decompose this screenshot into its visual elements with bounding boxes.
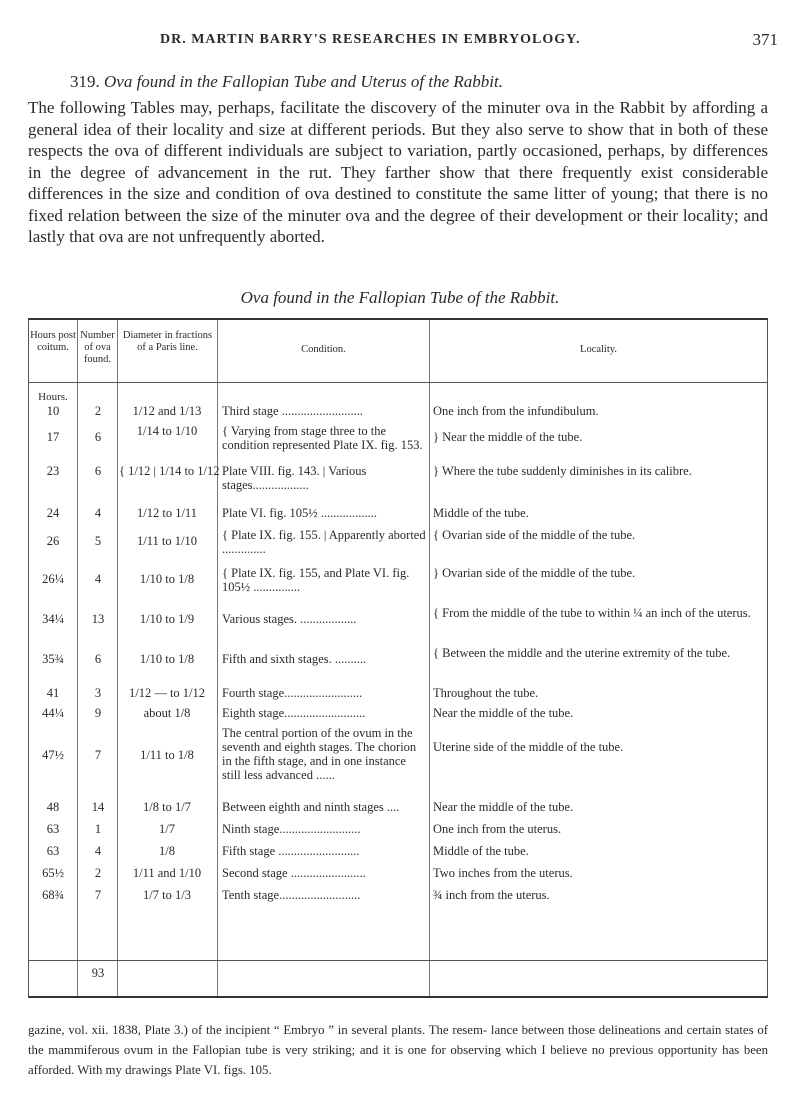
- table-row-condition: Between eighth and ninth stages ....: [222, 800, 400, 814]
- table-row-locality: } Where the tube suddenly diminishes in its calibre.: [433, 464, 692, 478]
- table-row-number: 13: [91, 612, 105, 626]
- table-row-hours: 26: [46, 534, 60, 548]
- table-row-condition: Plate VI. fig. 105½ ..................: [222, 506, 377, 520]
- table-row-condition: { Plate IX. fig. 155, and Plate VI. fig. 105½ ...............: [222, 566, 410, 594]
- section-number: 319.: [70, 72, 100, 91]
- table-title: Ova found in the Fallopian Tube of the Rabbit.: [240, 288, 560, 307]
- table-row-locality: { Ovarian side of the middle of the tube.: [433, 528, 636, 542]
- table-row-number: 6: [94, 464, 102, 478]
- section-heading: [70, 72, 503, 92]
- table-row-number: 2: [94, 404, 102, 418]
- table-row-locality: Middle of the tube.: [433, 844, 529, 858]
- table-row-number: 2: [94, 866, 102, 880]
- table-row-diameter: 1/8 to 1/7: [143, 800, 191, 814]
- table-row-diameter: 1/7 to 1/3: [143, 888, 191, 902]
- total-ova: 93: [91, 966, 105, 980]
- body-paragraph: The following Tables may, perhaps, facilitate the discovery of the minuter ova in the Rabbit by affording a general idea of their locality and size at different periods. But they also serve to show that in both of these respects the ova of different individuals are subject to variation, partly occasioned, perhaps, by differences in the degree of advancement in the rut. They farther show that there frequently exist considerable differences in the size and condition of ova destined to constitute the same litter of young; that there is no fixed relation between the size of the minuter ova and the degree of their development or their locality; and lastly that ova are not unfrequently aborted.: [28, 98, 768, 246]
- table-row-locality: { Between the middle and the uterine extremity of the tube.: [433, 646, 731, 660]
- table-row-number: 6: [94, 430, 102, 444]
- header-locality: Locality.: [580, 344, 617, 355]
- hours-unit: Hours.: [38, 391, 68, 403]
- table-row-hours: 68¾: [42, 888, 64, 902]
- table-row-condition: Ninth stage..........................: [222, 822, 361, 836]
- table-row-diameter: 1/10 to 1/8: [139, 572, 195, 586]
- table-row-locality: Middle of the tube.: [433, 506, 529, 520]
- table-row-hours: 48: [46, 800, 60, 814]
- table-row-hours: 44¼: [42, 706, 64, 720]
- table-row-number: 4: [94, 506, 102, 520]
- table-row-locality: } Ovarian side of the middle of the tube.: [433, 566, 636, 580]
- footer-text: gazine, vol. xii. 1838, Plate 3.) of the incipient “ Embryo ” in several plants. The resem- lance between those delineations and certain states of the mammiferous ovum in the Fallopian tube is very striking; and it is one for observing which I believe no previous opportunity has been afforded. With my drawings Plate VI. figs. 105.: [28, 1023, 768, 1077]
- table-row-number: 4: [94, 572, 102, 586]
- header-number: Number of ova found.: [80, 330, 115, 365]
- table-row-number: 3: [94, 686, 102, 700]
- table-row-diameter: about 1/8: [143, 706, 191, 720]
- page-number: 371: [752, 30, 778, 49]
- table-row-number: 5: [94, 534, 102, 548]
- table-row-locality: ¾ inch from the uterus.: [433, 888, 550, 902]
- table-row-hours: 63: [46, 844, 60, 858]
- table-row-number: 14: [91, 800, 105, 814]
- table-row-number: 9: [94, 706, 102, 720]
- table-row-condition: { Plate IX. fig. 155. | Apparently aborted ..............: [222, 528, 426, 556]
- table-row-hours: 26¼: [42, 572, 64, 586]
- table-row-hours: 17: [46, 430, 60, 444]
- table-row-diameter: 1/14 to 1/10: [136, 424, 198, 438]
- table-row-condition: Eighth stage..........................: [222, 706, 366, 720]
- running-title: DR. MARTIN BARRY'S RESEARCHES IN EMBRYOLOGY.: [160, 32, 581, 47]
- table-row-condition: Tenth stage..........................: [222, 888, 361, 902]
- table-row-hours: 23: [46, 464, 60, 478]
- ova-table: [28, 318, 768, 998]
- table-row-locality: { From the middle of the tube to within ¼ an inch of the uterus.: [433, 606, 751, 620]
- table-row-condition: Plate VIII. fig. 143. | Various stages..................: [222, 464, 367, 492]
- table-row-condition: Fourth stage.........................: [222, 686, 363, 700]
- table-row-condition: Fifth and sixth stages. ..........: [222, 652, 367, 666]
- table-row-locality: Near the middle of the tube.: [433, 800, 574, 814]
- table-row-locality: Throughout the tube.: [433, 686, 539, 700]
- table-row-condition: { Varying from stage three to the condition represented Plate IX. fig. 153.: [222, 424, 423, 452]
- table-row-locality: Uterine side of the middle of the tube.: [433, 740, 624, 754]
- table-row-diameter: 1/10 to 1/8: [139, 652, 195, 666]
- table-row-diameter: 1/12 to 1/11: [137, 506, 197, 520]
- table-row-hours: 41: [46, 686, 60, 700]
- table-row-hours: 10: [46, 404, 60, 418]
- table-row-number: 7: [94, 748, 102, 762]
- table-row-hours: 35¾: [42, 652, 64, 666]
- table-row-number: 6: [94, 652, 102, 666]
- table-row-locality: Two inches from the uterus.: [433, 866, 573, 880]
- table-row-number: 7: [94, 888, 102, 902]
- table-row-hours: 63: [46, 822, 60, 836]
- header-hours: Hours post coitum.: [30, 330, 76, 353]
- table-row-condition: Various stages. ..................: [222, 612, 357, 626]
- table-row-diameter: 1/12 and 1/13: [132, 404, 202, 418]
- table-row-condition: Fifth stage ..........................: [222, 844, 360, 858]
- table-row-locality: } Near the middle of the tube.: [433, 430, 583, 444]
- table-row-diameter: 1/8: [159, 844, 175, 858]
- table-row-condition: The central portion of the ovum in the seventh and eighth stages. The chorion in the fifth stage, and in one instance still less advanced ......: [222, 726, 417, 782]
- table-row-hours: 65½: [42, 866, 64, 880]
- table-row-condition: Third stage ..........................: [222, 404, 363, 418]
- table-row-locality: One inch from the uterus.: [433, 822, 562, 836]
- table-row-diameter: 1/12 — to 1/12: [128, 686, 206, 700]
- table-row-locality: One inch from the infundibulum.: [433, 404, 599, 418]
- table-row-diameter: 1/7: [159, 822, 175, 836]
- table-row-hours: 47½: [42, 748, 64, 762]
- table-row-diameter: 1/10 to 1/9: [139, 612, 195, 626]
- section-title: Ova found in the Fallopian Tube and Uterus of the Rabbit.: [104, 72, 504, 91]
- table-row-condition: Second stage ........................: [222, 866, 366, 880]
- table-row-locality: Near the middle of the tube.: [433, 706, 574, 720]
- running-header: [0, 32, 800, 54]
- table-row-hours: 34¼: [42, 612, 64, 626]
- table-row-diameter: 1/11 to 1/8: [140, 748, 194, 762]
- table-row-number: 1: [94, 822, 102, 836]
- table-row-diameter: { 1/12 | 1/14 to 1/12: [119, 464, 220, 478]
- table-row-hours: 24: [46, 506, 60, 520]
- header-condition: Condition.: [301, 344, 346, 355]
- table-row-number: 4: [94, 844, 102, 858]
- table-row-diameter: 1/11 and 1/10: [132, 866, 202, 880]
- header-diameter: Diameter in fractions of a Paris line.: [122, 330, 213, 353]
- table-row-diameter: 1/11 to 1/10: [137, 534, 197, 548]
